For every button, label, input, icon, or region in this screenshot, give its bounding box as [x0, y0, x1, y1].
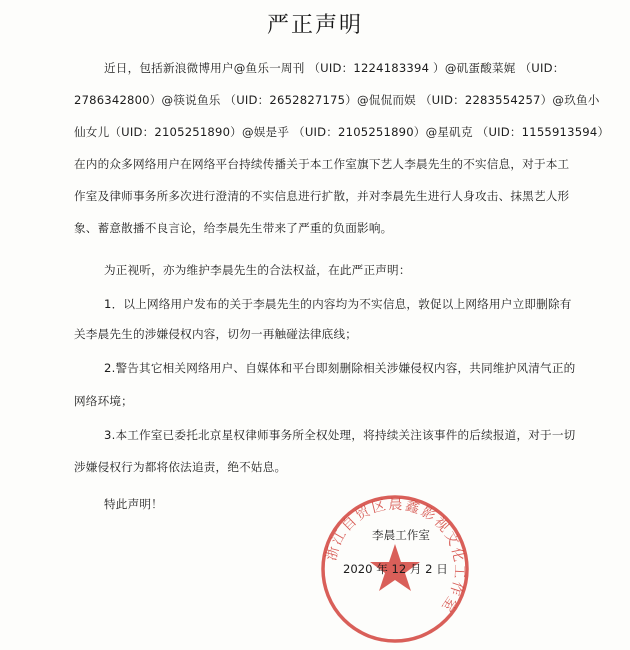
- intro-line-4: 在内的众多网络用户在网络平台持续传播关于本工作室旗下艺人李晨先生的不实信息，对于本工: [74, 157, 570, 171]
- closing-line: 特此声明！: [104, 497, 163, 511]
- signature-studio: 李晨工作室: [372, 528, 430, 542]
- intro-line-2: 2786342800）@筷说鱼乐 （UID：2652827175）@侃侃而娱 （UID：2283554257）@玖鱼小: [74, 93, 600, 107]
- intro-line-3: 仙女儿（UID：2105251890）@娱是乎 （UID：2105251890）@星矶克 （UID：1155913594）: [74, 125, 610, 139]
- point-3-line-2: 涉嫌侵权行为都将依法追责，绝不姑息。: [74, 460, 287, 474]
- point-1-line-1: 1．以上网络用户发布的关于李晨先生的内容均为不实信息，敦促以上网络用户立即删除有: [104, 297, 572, 311]
- intro-line-6: 象、蓄意散播不良言论，给李晨先生带来了严重的负面影响。: [74, 221, 393, 235]
- seal-text: 浙江自贸区晨鑫影视文化工作室: [323, 496, 468, 616]
- page-title: 严正声明: [266, 13, 363, 38]
- intro-line-1: 近日，包括新浪微博用户@鱼乐一周刊 （UID：1224183394 ）@矶蛋酸菜娓 （UID：: [104, 61, 565, 75]
- point-1-line-2: 关李晨先生的涉嫌侵权内容，切勿一再触碰法律底线；: [74, 327, 358, 341]
- purpose-line: 为正视听，亦为维护李晨先生的合法权益，在此严正声明：: [104, 263, 411, 277]
- point-2-line-2: 网络环境；: [74, 394, 133, 408]
- intro-line-5: 作室及律师事务所多次进行澄清的不实信息进行扩散，并对李晨先生进行人身攻击、抹黑艺人形: [74, 189, 570, 203]
- point-2-line-1: 2.警告其它相关网络用户、自媒体和平台即刻删除相关涉嫌侵权内容，共同维护风清气正的: [104, 361, 576, 375]
- signature-date: 2020 年 12 月 2 日: [343, 562, 448, 576]
- point-3-line-1: 3.本工作室已委托北京星权律师事务所全权处理，将持续关注该事件的后续报道，对于一切: [104, 428, 576, 442]
